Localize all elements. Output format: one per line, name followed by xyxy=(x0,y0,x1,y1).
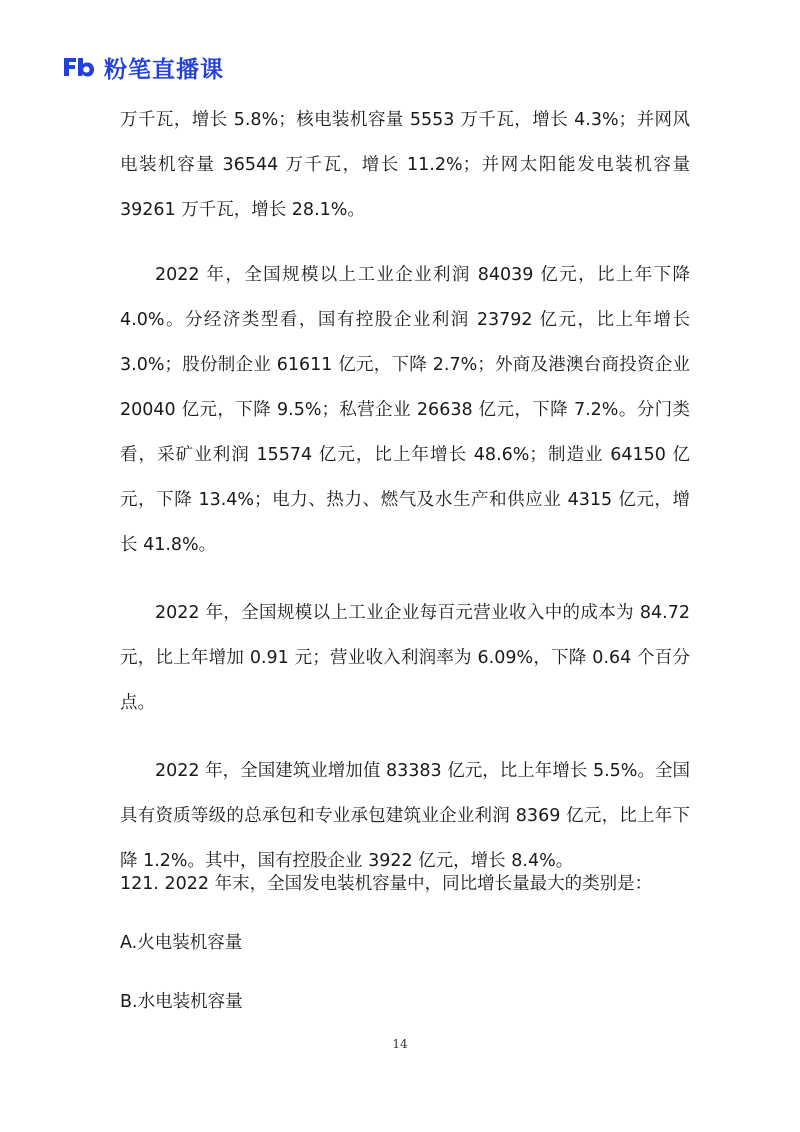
page-header xyxy=(62,50,224,84)
paragraph-power-capacity: 万千瓦，增长 5.8%；核电装机容量 5553 万千瓦，增长 4.3%；并网风电装机容量 36544 万千瓦，增长 11.2%；并网太阳能发电装机容量 39261 万千瓦，增长 28.1%。 xyxy=(120,110,690,220)
brand-name: 粉笔直播课 xyxy=(104,56,224,83)
paragraph-cost-revenue: 2022 年，全国规模以上工业企业每百元营业收入中的成本为 84.72 元，比上年增加 0.91 元；营业收入利润率为 6.09%，下降 0.64 个百分点。 xyxy=(120,603,690,713)
option-b[interactable]: B.水电装机容量 xyxy=(120,992,243,1012)
page-number: 14 xyxy=(392,1037,408,1051)
question-block xyxy=(120,862,690,1025)
paragraph-construction: 2022 年，全国建筑业增加值 83383 亿元，比上年增长 5.5%。全国具有资质等级的总承包和专业承包建筑业企业利润 8369 亿元，比上年下降 1.2%。其中，国有控股企业 3922 亿元，增长 8.4%。 xyxy=(120,761,690,871)
article-body xyxy=(120,98,690,884)
paragraph-industrial-profit: 2022 年，全国规模以上工业企业利润 84039 亿元，比上年下降 4.0%。分经济类型看，国有控股企业利润 23792 亿元，比上年增长 3.0%；股份制企业 61611 亿元，下降 2.7%；外商及港澳台商投资企业 20040 亿元，下降 9.5%；私营企业 26638 亿元，下降 7.2%。分门类看，采矿业利润 15574 亿元，比上年增长 48.6%；制造业 64150 亿元，下降 13.4%；电力、热力、燃气及水生产和供应业 4315 亿元，增长 41.8%。 xyxy=(120,265,690,555)
option-a[interactable]: A.火电装机容量 xyxy=(120,933,243,953)
fb-logo-icon xyxy=(62,56,96,78)
question-title: 121. 2022 年末，全国发电装机容量中，同比增长量最大的类别是： xyxy=(120,874,653,894)
